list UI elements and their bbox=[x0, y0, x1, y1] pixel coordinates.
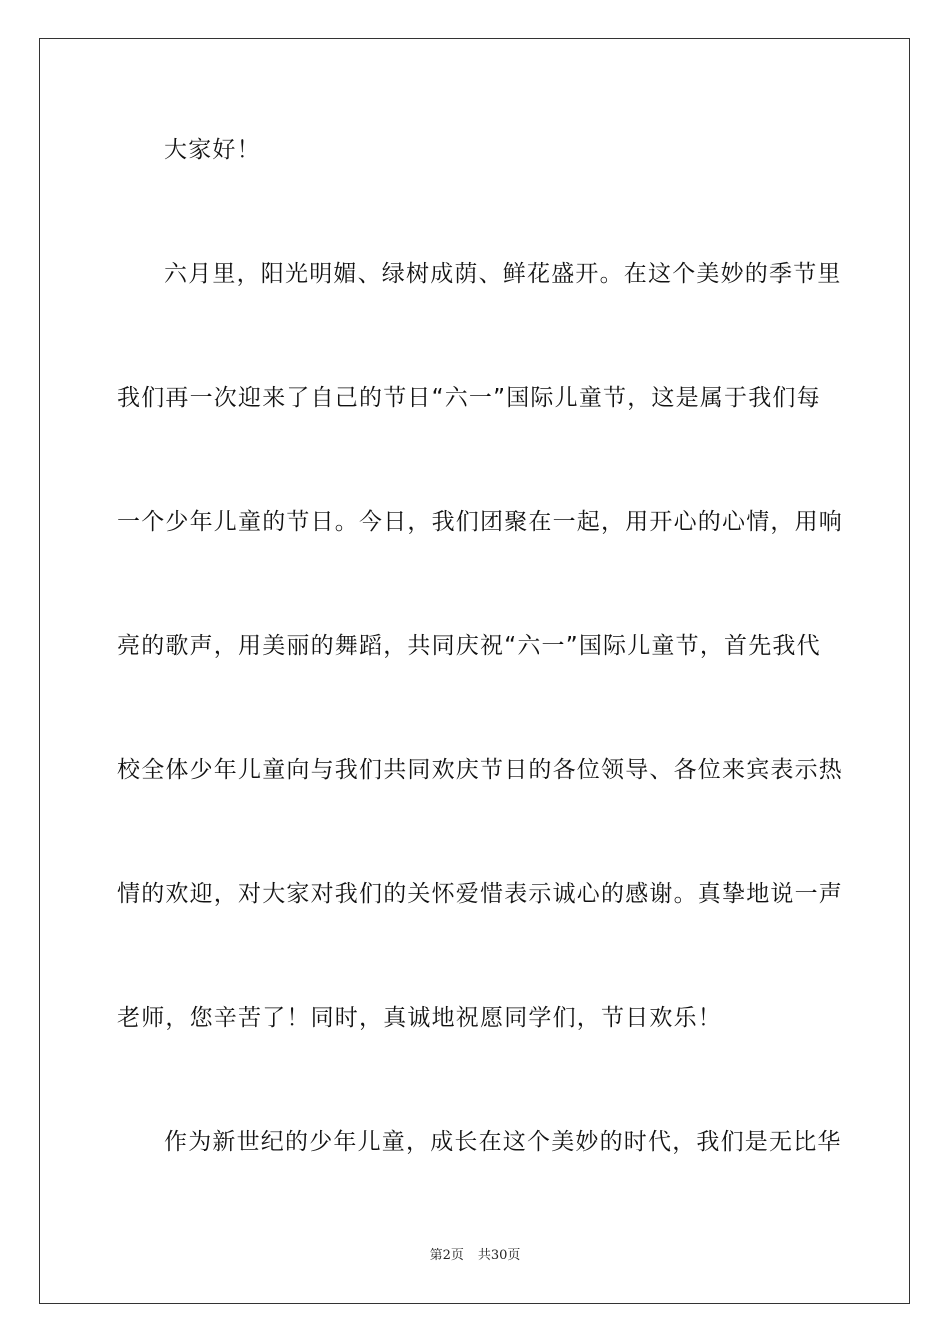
paragraph-line: 情的欢迎，对大家对我们的关怀爱惜表示诚心的感谢。真挚地说一声 bbox=[117, 881, 843, 907]
paragraph-line: 校全体少年儿童向与我们共同欢庆节日的各位领导、各位来宾表示热 bbox=[117, 757, 843, 783]
paragraph-greeting: 大家好！ bbox=[164, 137, 261, 163]
page-footer bbox=[0, 1247, 950, 1265]
paragraph-line: 作为新世纪的少年儿童，成长在这个美妙的时代，我们是无比华 bbox=[164, 1129, 842, 1155]
page-total: 共30页 bbox=[477, 1248, 521, 1263]
paragraph-line: 一个少年儿童的节日。今日，我们团聚在一起，用开心的心情，用响 bbox=[117, 509, 843, 535]
paragraph-line: 老师，您辛苦了！同时，真诚地祝愿同学们，节日欢乐！ bbox=[117, 1005, 722, 1031]
paragraph-line: 亮的歌声，用美丽的舞蹈，共同庆祝“六一”国际儿童节，首先我代 bbox=[117, 633, 821, 659]
page-number: 第2页 bbox=[429, 1248, 464, 1263]
paragraph-line: 我们再一次迎来了自己的节日“六一”国际儿童节，这是属于我们每 bbox=[117, 385, 821, 411]
page-border bbox=[39, 38, 910, 1304]
paragraph-line: 六月里，阳光明媚、绿树成荫、鲜花盛开。在这个美妙的季节里 bbox=[164, 261, 842, 287]
